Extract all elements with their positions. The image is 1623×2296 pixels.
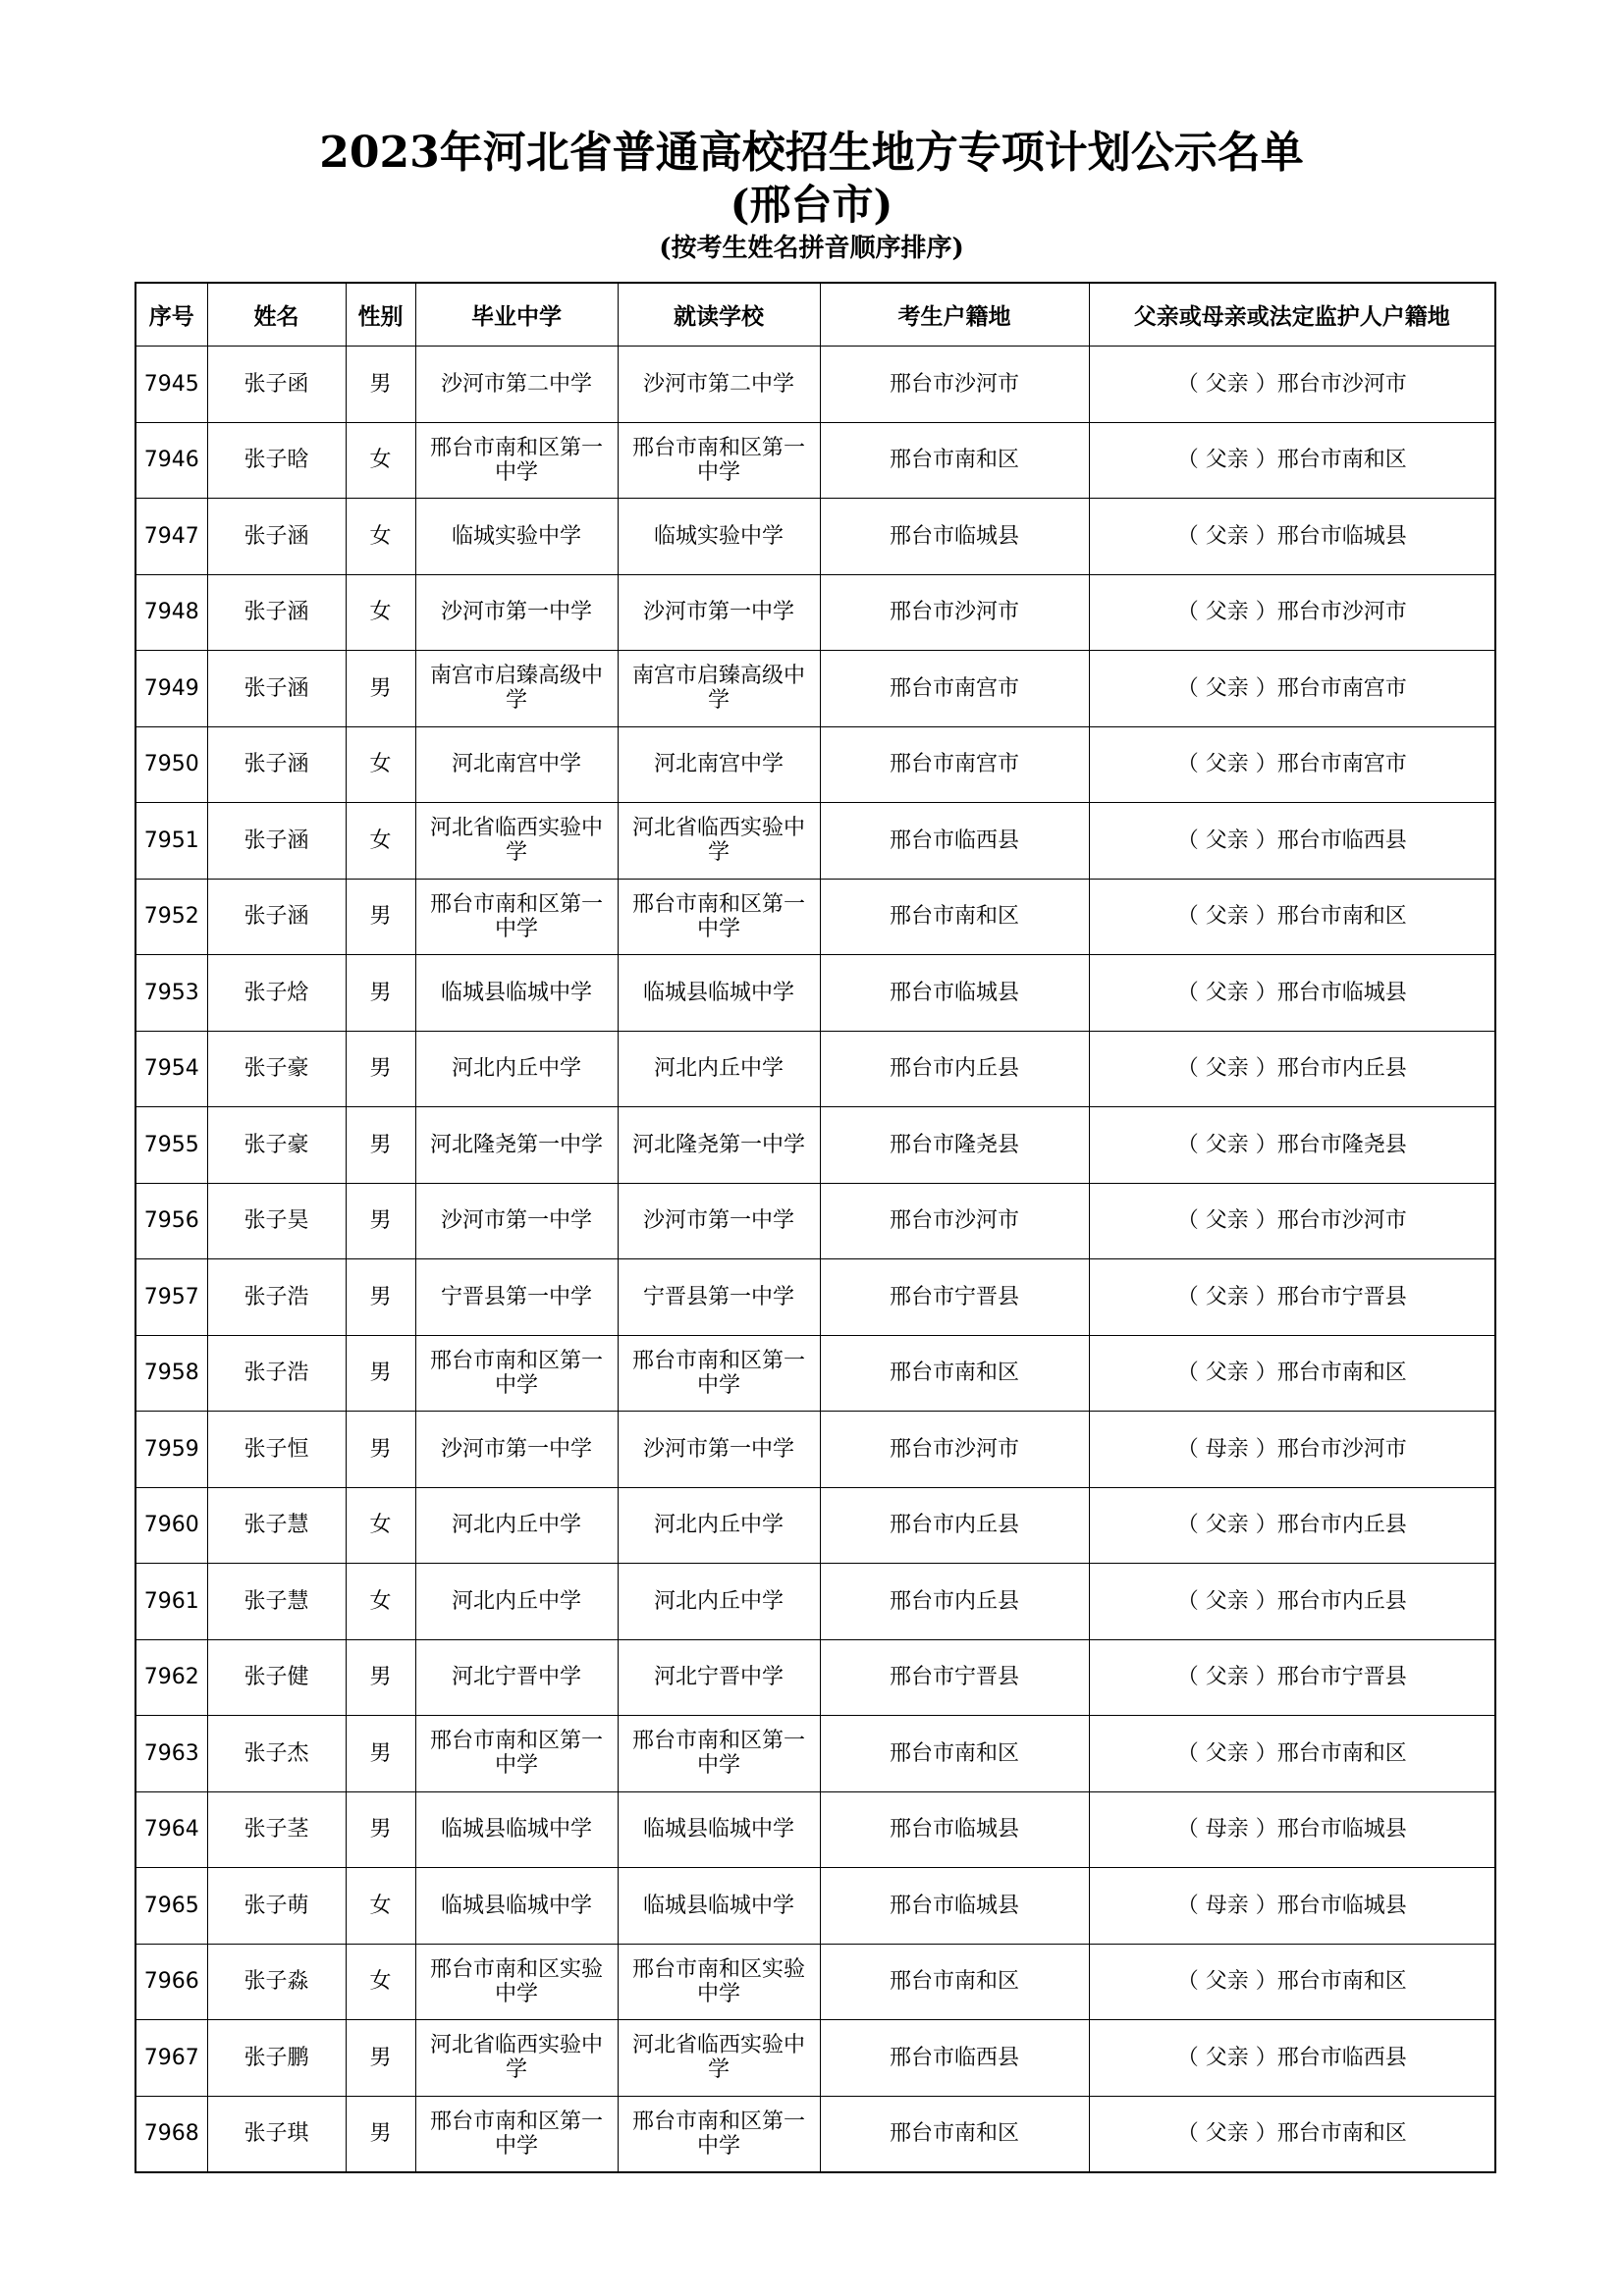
column-header-household: 考生户籍地 bbox=[820, 283, 1089, 347]
cell-index: 7962 bbox=[135, 1639, 207, 1716]
cell-guardian-household: （ 父亲 ）邢台市南和区 bbox=[1089, 879, 1495, 955]
table-row bbox=[135, 1944, 1495, 2020]
cell-graduation-school: 邢台市南和区第一中学 bbox=[415, 2096, 618, 2172]
cell-name: 张子琪 bbox=[207, 2096, 346, 2172]
cell-index: 7959 bbox=[135, 1412, 207, 1488]
cell-current-school: 河北省临西实验中学 bbox=[618, 803, 820, 880]
table-row bbox=[135, 499, 1495, 575]
column-header-gender: 性别 bbox=[346, 283, 415, 347]
roster-table bbox=[135, 282, 1496, 2173]
cell-guardian-household: （ 父亲 ）邢台市沙河市 bbox=[1089, 1183, 1495, 1259]
cell-name: 张子函 bbox=[207, 347, 346, 423]
cell-graduation-school: 沙河市第一中学 bbox=[415, 1412, 618, 1488]
table-row bbox=[135, 1639, 1495, 1716]
sort-note: (按考生姓名拼音顺序排序) bbox=[659, 234, 964, 263]
cell-graduation-school: 河北隆尧第一中学 bbox=[415, 1107, 618, 1184]
cell-index: 7949 bbox=[135, 651, 207, 727]
cell-name: 张子茎 bbox=[207, 1791, 346, 1868]
cell-household: 邢台市临西县 bbox=[820, 803, 1089, 880]
cell-guardian-household: （ 父亲 ）邢台市内丘县 bbox=[1089, 1487, 1495, 1564]
cell-current-school: 河北省临西实验中学 bbox=[618, 2020, 820, 2097]
cell-current-school: 沙河市第一中学 bbox=[618, 1412, 820, 1488]
cell-current-school: 宁晋县第一中学 bbox=[618, 1259, 820, 1336]
cell-name: 张子涵 bbox=[207, 574, 346, 651]
cell-index: 7957 bbox=[135, 1259, 207, 1336]
cell-current-school: 河北内丘中学 bbox=[618, 1031, 820, 1107]
cell-gender: 男 bbox=[346, 1107, 415, 1184]
table-row bbox=[135, 1183, 1495, 1259]
cell-current-school: 南宫市启臻高级中学 bbox=[618, 651, 820, 727]
column-header-guardian-household: 父亲或母亲或法定监护人户籍地 bbox=[1089, 283, 1495, 347]
cell-household: 邢台市内丘县 bbox=[820, 1031, 1089, 1107]
cell-guardian-household: （ 父亲 ）邢台市临西县 bbox=[1089, 2020, 1495, 2097]
cell-current-school: 河北南宫中学 bbox=[618, 726, 820, 803]
cell-name: 张子慧 bbox=[207, 1487, 346, 1564]
cell-gender: 女 bbox=[346, 1564, 415, 1640]
cell-name: 张子焓 bbox=[207, 955, 346, 1032]
cell-name: 张子豪 bbox=[207, 1107, 346, 1184]
cell-gender: 女 bbox=[346, 574, 415, 651]
cell-gender: 男 bbox=[346, 2096, 415, 2172]
cell-household: 邢台市南和区 bbox=[820, 1335, 1089, 1412]
cell-guardian-household: （ 父亲 ）邢台市临城县 bbox=[1089, 955, 1495, 1032]
table-row bbox=[135, 347, 1495, 423]
table-row bbox=[135, 726, 1495, 803]
cell-current-school: 临城县临城中学 bbox=[618, 955, 820, 1032]
table-row bbox=[135, 1791, 1495, 1868]
cell-gender: 男 bbox=[346, 879, 415, 955]
cell-gender: 男 bbox=[346, 347, 415, 423]
cell-current-school: 河北内丘中学 bbox=[618, 1487, 820, 1564]
cell-name: 张子涵 bbox=[207, 879, 346, 955]
cell-index: 7968 bbox=[135, 2096, 207, 2172]
cell-graduation-school: 河北内丘中学 bbox=[415, 1564, 618, 1640]
table-row bbox=[135, 422, 1495, 499]
cell-gender: 女 bbox=[346, 1868, 415, 1945]
cell-gender: 男 bbox=[346, 1335, 415, 1412]
cell-index: 7966 bbox=[135, 1944, 207, 2020]
table-row bbox=[135, 1564, 1495, 1640]
cell-household: 邢台市南和区 bbox=[820, 1944, 1089, 2020]
table-row bbox=[135, 803, 1495, 880]
cell-current-school: 邢台市南和区第一中学 bbox=[618, 2096, 820, 2172]
cell-household: 邢台市临西县 bbox=[820, 2020, 1089, 2097]
table-row bbox=[135, 1259, 1495, 1336]
cell-name: 张子恒 bbox=[207, 1412, 346, 1488]
cell-guardian-household: （ 母亲 ）邢台市沙河市 bbox=[1089, 1412, 1495, 1488]
cell-guardian-household: （ 父亲 ）邢台市南和区 bbox=[1089, 1335, 1495, 1412]
cell-index: 7946 bbox=[135, 422, 207, 499]
cell-name: 张子昊 bbox=[207, 1183, 346, 1259]
cell-gender: 男 bbox=[346, 1412, 415, 1488]
cell-gender: 男 bbox=[346, 651, 415, 727]
cell-gender: 女 bbox=[346, 1487, 415, 1564]
cell-graduation-school: 河北内丘中学 bbox=[415, 1487, 618, 1564]
table-row bbox=[135, 651, 1495, 727]
cell-index: 7964 bbox=[135, 1791, 207, 1868]
cell-current-school: 临城县临城中学 bbox=[618, 1868, 820, 1945]
cell-graduation-school: 邢台市南和区第一中学 bbox=[415, 879, 618, 955]
cell-household: 邢台市沙河市 bbox=[820, 1412, 1089, 1488]
cell-guardian-household: （ 父亲 ）邢台市南和区 bbox=[1089, 2096, 1495, 2172]
cell-name: 张子涵 bbox=[207, 651, 346, 727]
cell-household: 邢台市宁晋县 bbox=[820, 1259, 1089, 1336]
cell-current-school: 沙河市第一中学 bbox=[618, 574, 820, 651]
cell-name: 张子涵 bbox=[207, 803, 346, 880]
table-row bbox=[135, 1487, 1495, 1564]
cell-guardian-household: （ 父亲 ）邢台市临西县 bbox=[1089, 803, 1495, 880]
cell-guardian-household: （ 父亲 ）邢台市南和区 bbox=[1089, 1716, 1495, 1792]
cell-gender: 男 bbox=[346, 1716, 415, 1792]
cell-guardian-household: （ 母亲 ）邢台市临城县 bbox=[1089, 1868, 1495, 1945]
cell-graduation-school: 河北内丘中学 bbox=[415, 1031, 618, 1107]
cell-household: 邢台市南和区 bbox=[820, 1716, 1089, 1792]
cell-household: 邢台市沙河市 bbox=[820, 1183, 1089, 1259]
cell-household: 邢台市内丘县 bbox=[820, 1487, 1089, 1564]
cell-name: 张子浩 bbox=[207, 1259, 346, 1336]
cell-guardian-household: （ 父亲 ）邢台市临城县 bbox=[1089, 499, 1495, 575]
cell-graduation-school: 邢台市南和区第一中学 bbox=[415, 1335, 618, 1412]
table-header-row bbox=[135, 283, 1495, 347]
table-row bbox=[135, 2020, 1495, 2097]
cell-graduation-school: 临城县临城中学 bbox=[415, 1791, 618, 1868]
cell-name: 张子涵 bbox=[207, 726, 346, 803]
cell-graduation-school: 河北宁晋中学 bbox=[415, 1639, 618, 1716]
cell-graduation-school: 邢台市南和区第一中学 bbox=[415, 1716, 618, 1792]
cell-household: 邢台市临城县 bbox=[820, 1791, 1089, 1868]
document-title: 2023年河北省普通高校招生地方专项计划公示名单 bbox=[319, 128, 1304, 178]
cell-index: 7953 bbox=[135, 955, 207, 1032]
cell-guardian-household: （ 父亲 ）邢台市南和区 bbox=[1089, 422, 1495, 499]
cell-name: 张子鹏 bbox=[207, 2020, 346, 2097]
table-row bbox=[135, 1868, 1495, 1945]
cell-household: 邢台市临城县 bbox=[820, 1868, 1089, 1945]
cell-name: 张子健 bbox=[207, 1639, 346, 1716]
cell-household: 邢台市临城县 bbox=[820, 499, 1089, 575]
cell-current-school: 邢台市南和区第一中学 bbox=[618, 422, 820, 499]
table-row bbox=[135, 574, 1495, 651]
cell-graduation-school: 河北南宫中学 bbox=[415, 726, 618, 803]
cell-index: 7948 bbox=[135, 574, 207, 651]
table-row bbox=[135, 1412, 1495, 1488]
cell-graduation-school: 临城实验中学 bbox=[415, 499, 618, 575]
cell-name: 张子晗 bbox=[207, 422, 346, 499]
cell-index: 7947 bbox=[135, 499, 207, 575]
cell-index: 7958 bbox=[135, 1335, 207, 1412]
table-body bbox=[135, 347, 1495, 2173]
cell-index: 7961 bbox=[135, 1564, 207, 1640]
cell-gender: 男 bbox=[346, 955, 415, 1032]
cell-guardian-household: （ 父亲 ）邢台市内丘县 bbox=[1089, 1031, 1495, 1107]
cell-index: 7945 bbox=[135, 347, 207, 423]
document-subtitle: (邢台市) bbox=[730, 181, 893, 229]
cell-index: 7955 bbox=[135, 1107, 207, 1184]
cell-name: 张子豪 bbox=[207, 1031, 346, 1107]
column-header-name: 姓名 bbox=[207, 283, 346, 347]
cell-guardian-household: （ 父亲 ）邢台市宁晋县 bbox=[1089, 1259, 1495, 1336]
cell-guardian-household: （ 父亲 ）邢台市南宫市 bbox=[1089, 726, 1495, 803]
cell-guardian-household: （ 母亲 ）邢台市临城县 bbox=[1089, 1791, 1495, 1868]
table-row bbox=[135, 1716, 1495, 1792]
cell-gender: 女 bbox=[346, 726, 415, 803]
cell-gender: 女 bbox=[346, 499, 415, 575]
cell-index: 7967 bbox=[135, 2020, 207, 2097]
column-header-current-school: 就读学校 bbox=[618, 283, 820, 347]
cell-household: 邢台市南和区 bbox=[820, 422, 1089, 499]
cell-graduation-school: 河北省临西实验中学 bbox=[415, 2020, 618, 2097]
cell-graduation-school: 临城县临城中学 bbox=[415, 955, 618, 1032]
cell-index: 7952 bbox=[135, 879, 207, 955]
cell-household: 邢台市沙河市 bbox=[820, 347, 1089, 423]
cell-name: 张子慧 bbox=[207, 1564, 346, 1640]
cell-current-school: 临城县临城中学 bbox=[618, 1791, 820, 1868]
cell-current-school: 河北内丘中学 bbox=[618, 1564, 820, 1640]
cell-name: 张子淼 bbox=[207, 1944, 346, 2020]
table-row bbox=[135, 1031, 1495, 1107]
cell-graduation-school: 沙河市第二中学 bbox=[415, 347, 618, 423]
cell-graduation-school: 邢台市南和区实验中学 bbox=[415, 1944, 618, 2020]
cell-graduation-school: 沙河市第一中学 bbox=[415, 574, 618, 651]
cell-index: 7950 bbox=[135, 726, 207, 803]
cell-gender: 男 bbox=[346, 1791, 415, 1868]
cell-current-school: 沙河市第二中学 bbox=[618, 347, 820, 423]
cell-current-school: 沙河市第一中学 bbox=[618, 1183, 820, 1259]
cell-current-school: 邢台市南和区第一中学 bbox=[618, 1716, 820, 1792]
cell-guardian-household: （ 父亲 ）邢台市内丘县 bbox=[1089, 1564, 1495, 1640]
cell-gender: 女 bbox=[346, 1944, 415, 2020]
cell-household: 邢台市南宫市 bbox=[820, 651, 1089, 727]
cell-gender: 女 bbox=[346, 422, 415, 499]
table-row bbox=[135, 2096, 1495, 2172]
cell-gender: 男 bbox=[346, 1259, 415, 1336]
cell-guardian-household: （ 父亲 ）邢台市南宫市 bbox=[1089, 651, 1495, 727]
cell-household: 邢台市南宫市 bbox=[820, 726, 1089, 803]
cell-guardian-household: （ 父亲 ）邢台市宁晋县 bbox=[1089, 1639, 1495, 1716]
cell-index: 7965 bbox=[135, 1868, 207, 1945]
cell-index: 7960 bbox=[135, 1487, 207, 1564]
column-header-index: 序号 bbox=[135, 283, 207, 347]
column-header-graduation-school: 毕业中学 bbox=[415, 283, 618, 347]
cell-name: 张子杰 bbox=[207, 1716, 346, 1792]
cell-gender: 男 bbox=[346, 1639, 415, 1716]
cell-graduation-school: 临城县临城中学 bbox=[415, 1868, 618, 1945]
cell-household: 邢台市南和区 bbox=[820, 879, 1089, 955]
cell-guardian-household: （ 父亲 ）邢台市隆尧县 bbox=[1089, 1107, 1495, 1184]
cell-gender: 男 bbox=[346, 1183, 415, 1259]
cell-gender: 男 bbox=[346, 1031, 415, 1107]
cell-graduation-school: 沙河市第一中学 bbox=[415, 1183, 618, 1259]
cell-gender: 女 bbox=[346, 803, 415, 880]
cell-graduation-school: 宁晋县第一中学 bbox=[415, 1259, 618, 1336]
cell-index: 7956 bbox=[135, 1183, 207, 1259]
cell-guardian-household: （ 父亲 ）邢台市南和区 bbox=[1089, 1944, 1495, 2020]
cell-current-school: 临城实验中学 bbox=[618, 499, 820, 575]
cell-graduation-school: 南宫市启臻高级中学 bbox=[415, 651, 618, 727]
table-row bbox=[135, 1335, 1495, 1412]
cell-current-school: 邢台市南和区实验中学 bbox=[618, 1944, 820, 2020]
cell-household: 邢台市内丘县 bbox=[820, 1564, 1089, 1640]
cell-current-school: 河北隆尧第一中学 bbox=[618, 1107, 820, 1184]
cell-household: 邢台市临城县 bbox=[820, 955, 1089, 1032]
table-row bbox=[135, 955, 1495, 1032]
cell-guardian-household: （ 父亲 ）邢台市沙河市 bbox=[1089, 347, 1495, 423]
cell-gender: 男 bbox=[346, 2020, 415, 2097]
cell-index: 7951 bbox=[135, 803, 207, 880]
cell-household: 邢台市宁晋县 bbox=[820, 1639, 1089, 1716]
table-row bbox=[135, 879, 1495, 955]
cell-current-school: 邢台市南和区第一中学 bbox=[618, 879, 820, 955]
table-row bbox=[135, 1107, 1495, 1184]
cell-household: 邢台市隆尧县 bbox=[820, 1107, 1089, 1184]
cell-index: 7954 bbox=[135, 1031, 207, 1107]
cell-household: 邢台市南和区 bbox=[820, 2096, 1089, 2172]
cell-current-school: 河北宁晋中学 bbox=[618, 1639, 820, 1716]
cell-guardian-household: （ 父亲 ）邢台市沙河市 bbox=[1089, 574, 1495, 651]
cell-name: 张子涵 bbox=[207, 499, 346, 575]
cell-household: 邢台市沙河市 bbox=[820, 574, 1089, 651]
cell-graduation-school: 河北省临西实验中学 bbox=[415, 803, 618, 880]
cell-name: 张子浩 bbox=[207, 1335, 346, 1412]
cell-name: 张子萌 bbox=[207, 1868, 346, 1945]
cell-current-school: 邢台市南和区第一中学 bbox=[618, 1335, 820, 1412]
cell-graduation-school: 邢台市南和区第一中学 bbox=[415, 422, 618, 499]
cell-index: 7963 bbox=[135, 1716, 207, 1792]
